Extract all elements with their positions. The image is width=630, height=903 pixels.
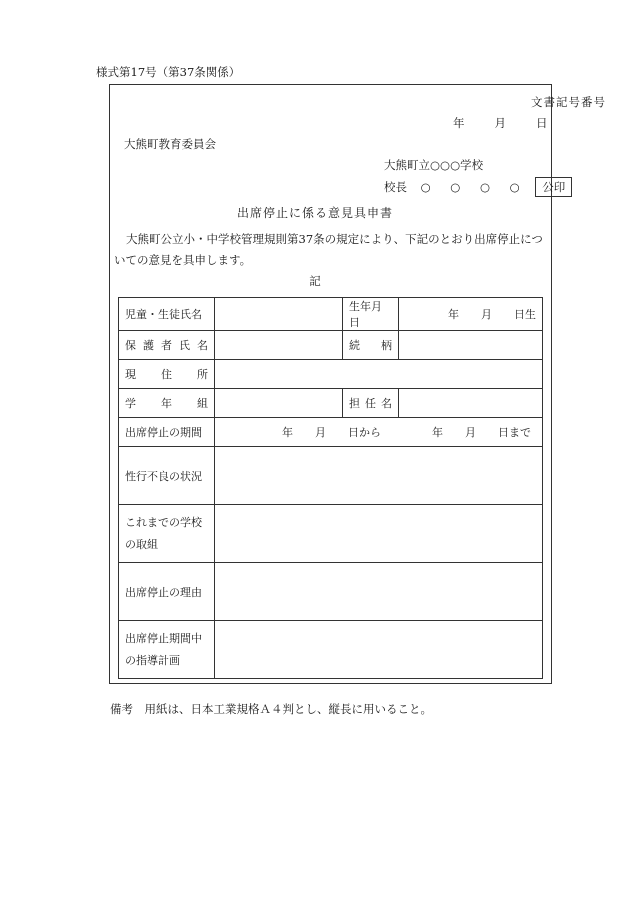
document-number: 文書記号番号	[531, 95, 606, 109]
date-day: 日	[536, 116, 548, 130]
birth-date-field[interactable]: 年 月 日生	[399, 298, 543, 331]
guidance-plan-label-line2: の指導計画	[125, 653, 180, 667]
form-number-label: 様式第17号（第37条関係）	[96, 65, 241, 79]
birth-date-label: 生年月日	[343, 298, 399, 331]
conduct-status-label: 性行不良の状況	[119, 447, 215, 505]
grade-class-label: 学年組	[119, 389, 215, 418]
document-title: 出席停止に係る意見具申書	[236, 206, 393, 220]
date-line	[453, 115, 548, 131]
ki-marker: 記	[309, 274, 321, 288]
teacher-name-field[interactable]	[399, 389, 543, 418]
suspension-period-label: 出席停止の期間	[119, 418, 215, 447]
guardian-name-field[interactable]	[215, 331, 343, 360]
relation-label: 続柄	[343, 331, 399, 360]
school-name: 大熊町立○○○学校	[384, 158, 484, 172]
name-placeholder-circle: ○	[450, 180, 461, 194]
principal-label: 校長	[384, 180, 407, 194]
school-efforts-field[interactable]	[215, 505, 543, 563]
relation-field[interactable]	[399, 331, 543, 360]
suspension-reason-label: 出席停止の理由	[119, 563, 215, 621]
teacher-name-label: 担任名	[343, 389, 399, 418]
table-row	[119, 298, 543, 331]
guardian-name-label: 保護者氏名	[119, 331, 215, 360]
name-placeholder-circle: ○	[420, 180, 431, 194]
table-row	[119, 418, 543, 447]
suspension-period-field[interactable]	[215, 418, 543, 447]
table-row	[119, 360, 543, 389]
principal-row	[384, 177, 572, 197]
name-placeholder-circle: ○	[509, 180, 520, 194]
guidance-plan-label-line1: 出席停止期間中	[125, 631, 202, 645]
body-paragraph: 大熊町公立小・中学校管理規則第37条の規定により、下記のとおり出席停止についての意見を具申します。	[114, 232, 543, 267]
period-to: 年 月 日まで	[432, 426, 531, 439]
school-efforts-label-line2: の取組	[125, 537, 158, 551]
guidance-plan-field[interactable]	[215, 621, 543, 679]
address-label: 現住所	[119, 360, 215, 389]
name-placeholder-circle: ○	[479, 180, 490, 194]
date-year: 年	[453, 116, 465, 130]
table-row	[119, 389, 543, 418]
grade-class-field[interactable]	[215, 389, 343, 418]
official-seal-box: 公印	[535, 177, 572, 197]
period-from: 年 月 日から	[282, 426, 381, 439]
remarks-note: 備考 用紙は、日本工業規格Ａ４判とし、縦長に用いること。	[110, 702, 432, 716]
guidance-plan-label	[119, 621, 215, 679]
info-table	[118, 297, 543, 679]
address-field[interactable]	[215, 360, 543, 389]
suspension-reason-field[interactable]	[215, 563, 543, 621]
school-efforts-label	[119, 505, 215, 563]
table-row	[119, 505, 543, 563]
student-name-label: 児童・生徒氏名	[119, 298, 215, 331]
table-row	[119, 621, 543, 679]
table-row	[119, 447, 543, 505]
table-row	[119, 331, 543, 360]
recipient: 大熊町教育委員会	[124, 137, 216, 151]
conduct-status-field[interactable]	[215, 447, 543, 505]
student-name-field[interactable]	[215, 298, 343, 331]
table-row	[119, 563, 543, 621]
school-efforts-label-line1: これまでの学校	[125, 515, 202, 529]
date-month: 月	[494, 116, 506, 130]
